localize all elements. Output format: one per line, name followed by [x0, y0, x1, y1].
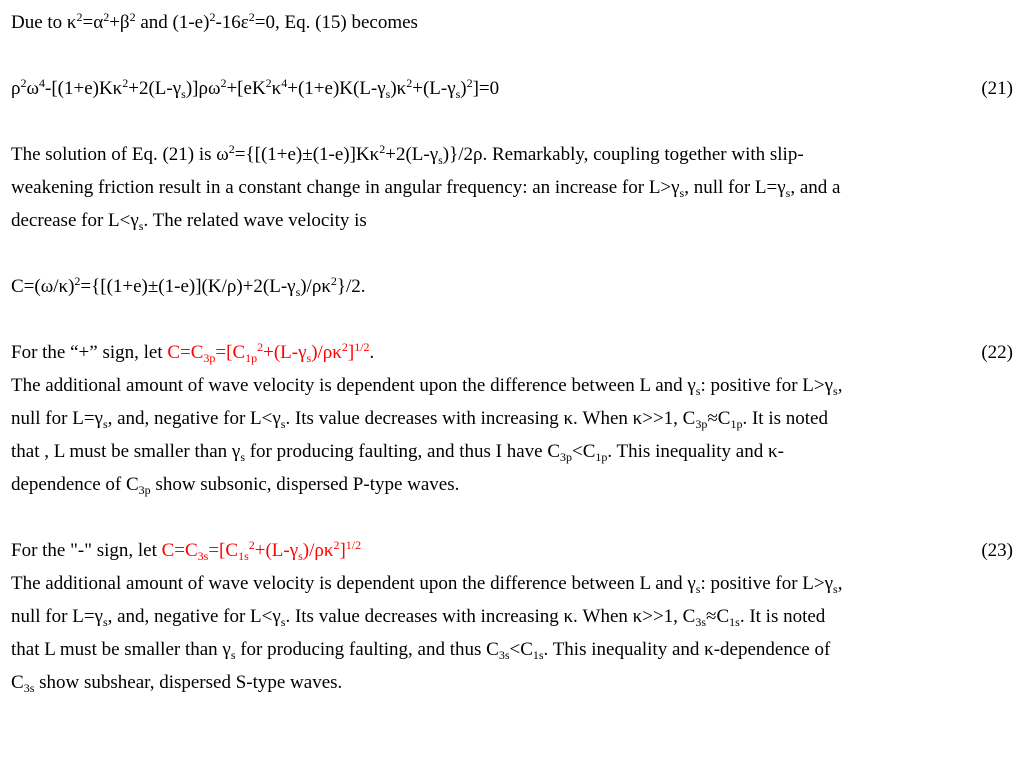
text-run: +(L-γ [412, 78, 456, 99]
text-run: . [369, 342, 375, 363]
text-run: The solution of Eq. (21) is ω [11, 144, 229, 165]
superscript: 2 [220, 76, 227, 90]
text-run: . Its value decreases with increasing κ. When κ>>1, C [285, 408, 696, 429]
text-run: +(L-γ [263, 342, 307, 363]
text-run: ={[(1+e)±(1-e)]Kκ [234, 144, 380, 165]
subscript: s [438, 153, 443, 167]
subscript: 3p [203, 351, 216, 365]
text-run: ) [460, 78, 467, 99]
text-run: )/ρκ [311, 342, 342, 363]
text-run: , and a [790, 177, 841, 198]
velocity-equation [11, 270, 1013, 303]
superscript: 2 [257, 340, 264, 354]
text-run: }/2. [336, 276, 366, 297]
superscript: 2 [103, 10, 110, 24]
blank-line [11, 303, 1013, 336]
text-run: ≈C [707, 408, 731, 429]
text-run: =α [82, 12, 104, 33]
text-run: . It is noted [739, 606, 826, 627]
subscript: 1s [238, 549, 249, 563]
text-run: that , L must be smaller than γ [11, 441, 241, 462]
text-run: . Its value decreases with increasing κ. When κ>>1, C [285, 606, 696, 627]
solution-line-2 [11, 171, 1013, 204]
text-run: , null for L=γ [684, 177, 786, 198]
text-run: dependence of C [11, 474, 139, 495]
text-run: Due to κ [11, 12, 77, 33]
s-wave-line-3 [11, 633, 1013, 666]
text-run: -[(1+e)Kκ [45, 78, 123, 99]
blank-line [11, 501, 1013, 534]
text-run: C=(ω/κ) [11, 276, 75, 297]
text-run: ] [339, 540, 346, 561]
text-run: , and, negative for L<γ [107, 408, 281, 429]
text-run: ={[(1+e)±(1-e)](K/ρ)+2(L-γ [80, 276, 296, 297]
text-run: +2(L-γ [128, 78, 182, 99]
superscript: 1/2 [345, 538, 362, 552]
superscript: 4 [39, 76, 45, 90]
p-wave-line-1 [11, 369, 1013, 402]
equation-22 [11, 336, 1013, 369]
subscript: s [181, 87, 186, 101]
subscript: s [280, 615, 286, 629]
text-run: =[C [215, 342, 246, 363]
subscript: s [385, 87, 391, 101]
text-run: )/ρκ [300, 276, 331, 297]
text-run: show subshear, dispersed S-type waves. [34, 672, 343, 693]
subscript: s [833, 582, 838, 596]
subscript: s [785, 186, 791, 200]
superscript: 2 [248, 538, 255, 552]
subscript: 3s [23, 681, 35, 695]
subscript: s [298, 549, 303, 563]
superscript: 2 [379, 142, 386, 156]
text-run: The additional amount of wave velocity is dependent upon the difference between L and γ [11, 375, 696, 396]
subscript: s [306, 351, 312, 365]
text-run: For the "-" sign, let [11, 540, 162, 561]
subscript: s [695, 384, 701, 398]
superscript: 2 [265, 76, 272, 90]
blank-line [11, 237, 1013, 270]
text-run: null for L=γ [11, 408, 103, 429]
superscript: 2 [248, 10, 255, 24]
equation-number: (21) [981, 78, 1013, 99]
blank-line [11, 105, 1013, 138]
text-run: , and, negative for L<γ [107, 606, 281, 627]
text-run: C=C [167, 342, 204, 363]
subscript: 1p [595, 450, 608, 464]
text-run: ω [26, 78, 39, 99]
subscript: 1p [730, 417, 743, 431]
equation-23 [11, 534, 1013, 567]
text-run: for producing faulting, and thus I have C [244, 441, 560, 462]
text-run: )]ρω [185, 78, 221, 99]
text-run: <C [509, 639, 533, 660]
superscript: 4 [281, 76, 288, 90]
text-run: +2(L-γ [385, 144, 439, 165]
text-run: +[eK [226, 78, 266, 99]
text-run: . The related wave velocity is [143, 210, 367, 231]
subscript: s [138, 219, 144, 233]
superscript: 2 [74, 274, 81, 288]
superscript: 2 [129, 10, 136, 24]
text-run: C=C [161, 540, 198, 561]
superscript: 2 [122, 76, 129, 90]
text-run: +(1+e)K(L-γ [287, 78, 386, 99]
superscript: 2 [209, 10, 216, 24]
text-run: . It is noted [742, 408, 828, 429]
equation-21-body [11, 72, 499, 105]
p-wave-line-2 [11, 402, 1013, 435]
s-wave-line-1 [11, 567, 1013, 600]
text-run: , [837, 375, 843, 396]
subscript: s [280, 417, 286, 431]
superscript: 2 [466, 76, 473, 90]
subscript: 3p [138, 483, 151, 497]
text-run: : positive for L>γ [700, 375, 834, 396]
text-run: , [837, 573, 843, 594]
superscript: 2 [406, 76, 413, 90]
subscript: s [295, 285, 301, 299]
text-run: +(L-γ [254, 540, 299, 561]
superscript: 2 [228, 142, 235, 156]
superscript: 1/2 [354, 340, 370, 354]
text-run: For the “+” sign, let [11, 342, 168, 363]
intro-line [11, 6, 1013, 39]
text-run: +β [109, 12, 130, 33]
subscript: s [230, 648, 236, 662]
superscript: 2 [333, 538, 340, 552]
text-run: show subsonic, dispersed P-type waves. [150, 474, 460, 495]
text-run: -16ε [215, 12, 249, 33]
text-run: decrease for L<γ [11, 210, 139, 231]
subscript: s [695, 582, 701, 596]
equation-21 [11, 72, 1013, 105]
equation-23-body [11, 534, 361, 567]
text-run: null for L=γ [11, 606, 103, 627]
subscript: s [455, 87, 461, 101]
subscript: 1s [532, 648, 544, 662]
subscript: s [240, 450, 245, 464]
solution-line-1 [11, 138, 1013, 171]
subscript: 3p [695, 417, 708, 431]
text-run: The additional amount of wave velocity is dependent upon the difference between L and γ [11, 573, 696, 594]
subscript: 1p [245, 351, 258, 365]
text-run: : positive for L>γ [700, 573, 834, 594]
text-run: weakening friction result in a constant change in angular frequency: an increase for L>γ [11, 177, 680, 198]
text-run: and (1-e) [135, 12, 210, 33]
solution-line-3 [11, 204, 1013, 237]
text-run: =[C [208, 540, 239, 561]
highlighted-formula [162, 540, 362, 561]
text-run: )κ [390, 78, 407, 99]
text-run: . This inequality and κ- [607, 441, 784, 462]
text-run: )}/2ρ. Remarkably, coupling together with slip- [442, 144, 804, 165]
subscript: s [102, 417, 108, 431]
superscript: 2 [341, 340, 348, 354]
superscript: 2 [20, 76, 27, 90]
subscript: s [102, 615, 108, 629]
text-run: ≈C [706, 606, 730, 627]
subscript: 3s [498, 648, 510, 662]
text-run: that L must be smaller than γ [11, 639, 231, 660]
text-run: ] [347, 342, 355, 363]
subscript: s [833, 384, 838, 398]
subscript: 1s [729, 615, 740, 629]
text-run: =0, Eq. (15) becomes [254, 12, 418, 33]
p-wave-line-3 [11, 435, 1013, 468]
text-run: . This inequality and κ-dependence of [543, 639, 831, 660]
p-wave-line-4 [11, 468, 1013, 501]
equation-number: (22) [981, 342, 1013, 363]
text-run: for producing faulting, and thus C [235, 639, 499, 660]
document-page [11, 6, 1013, 699]
subscript: s [679, 186, 685, 200]
text-run: <C [572, 441, 596, 462]
text-run: ]=0 [472, 78, 500, 99]
superscript: 2 [330, 274, 337, 288]
subscript: 3s [695, 615, 707, 629]
text-run: κ [271, 78, 282, 99]
s-wave-line-4 [11, 666, 1013, 699]
text-run: C [11, 672, 24, 693]
blank-line [11, 39, 1013, 72]
text-run: ρ [11, 78, 21, 99]
superscript: 2 [76, 10, 83, 24]
text-run: )/ρκ [302, 540, 334, 561]
subscript: 3s [197, 549, 209, 563]
highlighted-formula [167, 342, 369, 363]
s-wave-line-2 [11, 600, 1013, 633]
equation-22-body [11, 336, 374, 369]
subscript: 3p [560, 450, 572, 464]
equation-number: (23) [981, 540, 1013, 561]
